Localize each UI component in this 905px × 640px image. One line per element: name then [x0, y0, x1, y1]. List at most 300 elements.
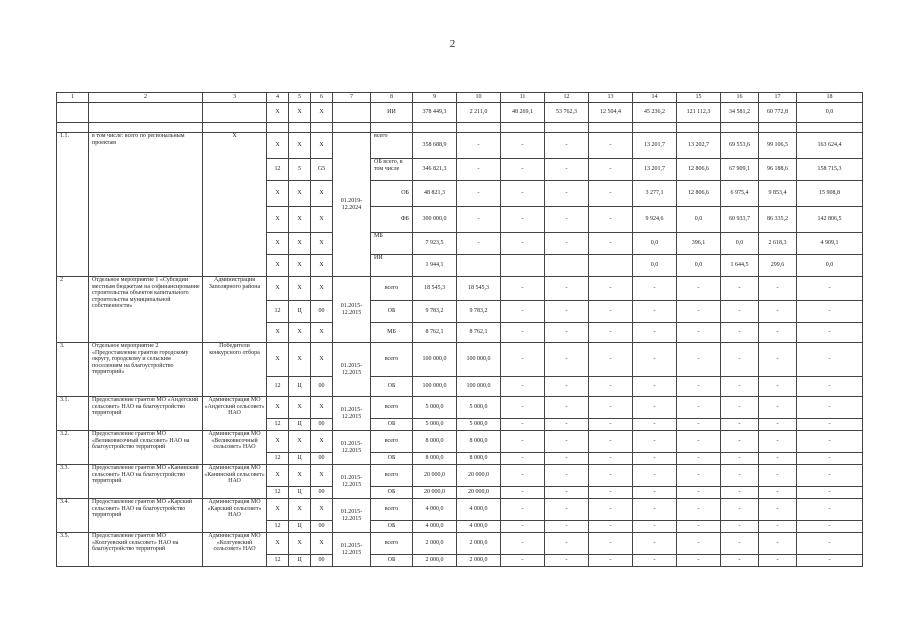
- header-cell: 3: [203, 93, 267, 103]
- code-cell: X: [311, 323, 333, 343]
- dash-cell: -: [501, 521, 545, 533]
- amount-cell: 86 335,2: [759, 207, 797, 233]
- data-row: [57, 499, 863, 521]
- empty-cell: [89, 103, 203, 123]
- empty-cell: [545, 123, 589, 133]
- dash-cell: -: [677, 377, 721, 397]
- code-cell: 12: [267, 419, 289, 431]
- amount-cell: 5 000,0: [457, 397, 501, 419]
- code-cell: 00: [311, 377, 333, 397]
- header-cell: 2: [89, 93, 203, 103]
- dash-cell: -: [721, 301, 759, 323]
- item-number: 3.3.: [57, 465, 89, 499]
- source-cell: всего: [371, 397, 413, 419]
- amount-cell: 13 202,7: [677, 133, 721, 159]
- amount-cell: 53 762,3: [545, 103, 589, 123]
- dash-cell: -: [501, 419, 545, 431]
- source-cell: ОБ: [371, 487, 413, 499]
- code-cell: 00: [311, 301, 333, 323]
- dash-cell: -: [797, 521, 863, 533]
- code-cell: Ц: [289, 555, 311, 567]
- dash-cell: -: [501, 499, 545, 521]
- item-name: Предоставление грантов МО «Карский сельсовет» НАО на благоустройство территорий: [89, 499, 203, 533]
- code-cell: X: [311, 397, 333, 419]
- code-cell: X: [289, 343, 311, 377]
- source-cell: МБ: [371, 233, 413, 255]
- empty-cell: [721, 123, 759, 133]
- dash-cell: -: [633, 465, 677, 487]
- amount-cell: -: [545, 133, 589, 159]
- dash-cell: -: [633, 453, 677, 465]
- amount-cell: 2 211,0: [457, 103, 501, 123]
- code-cell: X: [267, 233, 289, 255]
- dash-cell: -: [501, 277, 545, 301]
- empty-cell: [89, 123, 203, 133]
- dash-cell: -: [589, 533, 633, 555]
- code-cell: Ц: [289, 419, 311, 431]
- amount-cell: 0,0: [633, 255, 677, 277]
- item-name: Отдельное мероприятие 2 «Предоставление грантов городскому округу, городскому и сельским поселениям на благоустройство территорий»: [89, 343, 203, 397]
- dash-cell: -: [589, 301, 633, 323]
- dash-cell: -: [501, 397, 545, 419]
- dash-cell: -: [589, 453, 633, 465]
- period-cell: 01.2015-12.2015: [333, 343, 371, 397]
- amount-cell: 8 000,0: [413, 453, 457, 465]
- amount-cell: -: [545, 207, 589, 233]
- executor: Администрация Заполярного района: [203, 277, 267, 343]
- code-cell: X: [267, 181, 289, 207]
- amount-cell: 0,0: [721, 233, 759, 255]
- amount-cell: 15 908,8: [797, 181, 863, 207]
- header-row: [57, 93, 863, 103]
- code-cell: 12: [267, 159, 289, 181]
- amount-cell: 2 618,3: [759, 233, 797, 255]
- dash-cell: -: [501, 465, 545, 487]
- amount-cell: -: [545, 181, 589, 207]
- executor: Администрация МО «Карский сельсовет» НАО: [203, 499, 267, 533]
- amount-cell: 9 783,2: [457, 301, 501, 323]
- amount-cell: 9 853,4: [759, 181, 797, 207]
- dash-cell: -: [721, 453, 759, 465]
- header-cell: 13: [589, 93, 633, 103]
- dash-cell: -: [797, 431, 863, 453]
- source-cell: всего: [371, 431, 413, 453]
- amount-cell: 20 000,0: [457, 465, 501, 487]
- executor: Победители конкурсного отбора: [203, 343, 267, 397]
- code-cell: X: [311, 233, 333, 255]
- amount-cell: 8 000,0: [457, 453, 501, 465]
- amount-cell: -: [457, 181, 501, 207]
- amount-cell: 142 806,5: [797, 207, 863, 233]
- dash-cell: -: [797, 277, 863, 301]
- dash-cell: -: [721, 487, 759, 499]
- empty-cell: [333, 103, 371, 123]
- header-cell: 7: [333, 93, 371, 103]
- dash-cell: -: [633, 555, 677, 567]
- source-cell: ОБ: [371, 181, 413, 207]
- amount-cell: 4 000,0: [457, 521, 501, 533]
- amount-cell: 13 201,7: [633, 159, 677, 181]
- amount-cell: 0,0: [677, 255, 721, 277]
- header-cell: 16: [721, 93, 759, 103]
- code-cell: 00: [311, 487, 333, 499]
- empty-cell: [759, 123, 797, 133]
- empty-cell: [203, 123, 267, 133]
- period-cell: 01.2015-12.2015: [333, 431, 371, 465]
- dash-cell: -: [797, 397, 863, 419]
- dash-cell: -: [797, 343, 863, 377]
- dash-cell: -: [759, 465, 797, 487]
- dash-cell: -: [589, 419, 633, 431]
- dash-cell: -: [589, 431, 633, 453]
- source-cell: ОБ всего, в том числе: [371, 159, 413, 181]
- item-number: 3.1.: [57, 397, 89, 431]
- dash-cell: -: [633, 277, 677, 301]
- dash-cell: -: [677, 499, 721, 521]
- code-cell: X: [267, 103, 289, 123]
- dash-cell: -: [545, 521, 589, 533]
- amount-cell: -: [501, 133, 545, 159]
- header-cell: 14: [633, 93, 677, 103]
- empty-cell: [267, 123, 289, 133]
- empty-cell: [501, 255, 545, 277]
- dash-cell: -: [589, 377, 633, 397]
- source-cell: ОБ: [371, 419, 413, 431]
- empty-cell: [203, 103, 267, 123]
- dash-cell: -: [633, 533, 677, 555]
- code-cell: X: [311, 533, 333, 555]
- header-cell: 5: [289, 93, 311, 103]
- code-cell: Ц: [289, 377, 311, 397]
- amount-cell: 121 112,3: [677, 103, 721, 123]
- code-cell: X: [311, 181, 333, 207]
- period-cell: 01.2015-12.2015: [333, 277, 371, 343]
- amount-cell: 8 000,0: [413, 431, 457, 453]
- dash-cell: -: [759, 277, 797, 301]
- code-cell: 00: [311, 521, 333, 533]
- code-cell: 12: [267, 453, 289, 465]
- dash-cell: -: [589, 465, 633, 487]
- dash-cell: -: [633, 397, 677, 419]
- code-cell: X: [311, 343, 333, 377]
- dash-cell: -: [501, 323, 545, 343]
- dash-cell: -: [589, 397, 633, 419]
- amount-cell: 5 000,0: [413, 397, 457, 419]
- code-cell: G5: [311, 159, 333, 181]
- amount-cell: 69 553,6: [721, 133, 759, 159]
- dash-cell: -: [797, 533, 863, 555]
- executor: Администрация МО «Андегский сельсовет» НАО: [203, 397, 267, 431]
- source-cell: МБ: [371, 323, 413, 343]
- amount-cell: 99 106,5: [759, 133, 797, 159]
- dash-cell: -: [589, 499, 633, 521]
- code-cell: X: [289, 103, 311, 123]
- amount-cell: -: [457, 207, 501, 233]
- budget-table: [56, 92, 863, 567]
- dash-cell: -: [545, 343, 589, 377]
- code-cell: X: [289, 233, 311, 255]
- dash-cell: -: [797, 377, 863, 397]
- dash-cell: -: [721, 499, 759, 521]
- dash-cell: -: [589, 277, 633, 301]
- amount-cell: -: [501, 181, 545, 207]
- source-cell: всего: [371, 343, 413, 377]
- empty-cell: [413, 123, 457, 133]
- item-number: 3.4.: [57, 499, 89, 533]
- item-name: в том числе: всего по региональным проектам: [89, 133, 203, 277]
- code-cell: X: [311, 465, 333, 487]
- dash-cell: -: [545, 277, 589, 301]
- amount-cell: 18 545,3: [413, 277, 457, 301]
- code-cell: X: [267, 431, 289, 453]
- dash-cell: -: [589, 555, 633, 567]
- dash-cell: -: [677, 419, 721, 431]
- code-cell: 12: [267, 377, 289, 397]
- period-cell: 01.2015-12.2015: [333, 533, 371, 567]
- item-number: 3.5.: [57, 533, 89, 567]
- amount-cell: 12 806,6: [677, 159, 721, 181]
- amount-cell: 12 806,6: [677, 181, 721, 207]
- dash-cell: -: [677, 343, 721, 377]
- dash-cell: -: [633, 431, 677, 453]
- dash-cell: -: [589, 487, 633, 499]
- dash-cell: -: [589, 521, 633, 533]
- code-cell: X: [267, 133, 289, 159]
- dash-cell: -: [759, 521, 797, 533]
- data-row: [57, 343, 863, 377]
- dash-cell: -: [633, 419, 677, 431]
- amount-cell: -: [545, 233, 589, 255]
- dash-cell: -: [721, 397, 759, 419]
- code-cell: X: [289, 397, 311, 419]
- source-cell: всего: [371, 499, 413, 521]
- code-cell: 00: [311, 453, 333, 465]
- dash-cell: -: [545, 419, 589, 431]
- dash-cell: -: [721, 377, 759, 397]
- amount-cell: -: [457, 133, 501, 159]
- code-cell: X: [311, 133, 333, 159]
- code-cell: X: [267, 277, 289, 301]
- period-cell: 01.2019-12.2024: [333, 133, 371, 277]
- data-row: [57, 465, 863, 487]
- amount-cell: 60 933,7: [721, 207, 759, 233]
- dash-cell: -: [677, 397, 721, 419]
- dash-cell: -: [545, 431, 589, 453]
- header-cell: 18: [797, 93, 863, 103]
- code-cell: X: [289, 533, 311, 555]
- page-number: 2: [449, 38, 456, 50]
- dash-cell: -: [721, 533, 759, 555]
- data-row: [57, 397, 863, 419]
- dash-cell: -: [759, 487, 797, 499]
- dash-cell: -: [545, 377, 589, 397]
- code-cell: X: [289, 431, 311, 453]
- dash-cell: -: [759, 431, 797, 453]
- amount-cell: 13 201,7: [633, 133, 677, 159]
- code-cell: 00: [311, 555, 333, 567]
- amount-cell: 12 504,4: [589, 103, 633, 123]
- dash-cell: -: [633, 323, 677, 343]
- dash-cell: -: [797, 419, 863, 431]
- empty-cell: [57, 123, 89, 133]
- amount-cell: 45 236,2: [633, 103, 677, 123]
- dash-cell: -: [633, 301, 677, 323]
- amount-cell: -: [457, 233, 501, 255]
- source-cell: всего: [371, 533, 413, 555]
- dash-cell: -: [677, 453, 721, 465]
- source-cell: ФБ: [371, 207, 413, 233]
- code-cell: Ц: [289, 487, 311, 499]
- amount-cell: 8 762,1: [413, 323, 457, 343]
- item-number: 2: [57, 277, 89, 343]
- header-cell: 12: [545, 93, 589, 103]
- dash-cell: -: [759, 419, 797, 431]
- dash-cell: -: [677, 301, 721, 323]
- header-cell: 4: [267, 93, 289, 103]
- empty-cell: [371, 123, 413, 133]
- code-cell: X: [267, 207, 289, 233]
- empty-cell: [797, 123, 863, 133]
- amount-cell: 0,0: [633, 233, 677, 255]
- item-name: Отдельное мероприятие 1 «Субсидии местным бюджетам на софинансирование строительства объектов капитального строительства муниципальной собственности»: [89, 277, 203, 343]
- amount-cell: 378 449,3: [413, 103, 457, 123]
- code-cell: X: [289, 499, 311, 521]
- amount-cell: -: [457, 159, 501, 181]
- dash-cell: -: [797, 465, 863, 487]
- dash-cell: -: [797, 499, 863, 521]
- dash-cell: -: [759, 453, 797, 465]
- code-cell: X: [289, 207, 311, 233]
- empty-cell: [57, 103, 89, 123]
- amount-cell: 9 924,6: [633, 207, 677, 233]
- header-cell: 11: [501, 93, 545, 103]
- period-cell: 01.2015-12.2015: [333, 465, 371, 499]
- executor: Администрация МО «Канинский сельсовет» НАО: [203, 465, 267, 499]
- code-cell: X: [289, 465, 311, 487]
- data-row: [57, 133, 863, 159]
- amount-cell: 34 581,2: [721, 103, 759, 123]
- source-cell: всего: [371, 465, 413, 487]
- dash-cell: -: [501, 343, 545, 377]
- header-cell: 6: [311, 93, 333, 103]
- dash-cell: -: [677, 431, 721, 453]
- amount-cell: -: [545, 159, 589, 181]
- source-cell: ОБ: [371, 301, 413, 323]
- amount-cell: 5 000,0: [457, 419, 501, 431]
- code-cell: X: [267, 533, 289, 555]
- dash-cell: -: [545, 555, 589, 567]
- source-cell: ОБ: [371, 377, 413, 397]
- amount-cell: 4 000,0: [413, 521, 457, 533]
- executor: Администрация МО «Колгуевский сельсовет» НАО: [203, 533, 267, 567]
- dash-cell: -: [589, 343, 633, 377]
- header-cell: 17: [759, 93, 797, 103]
- dash-cell: -: [677, 487, 721, 499]
- item-name: Предоставление грантов МО «Канинский сельсовет» НАО на благоустройство территорий: [89, 465, 203, 499]
- amount-cell: 100 000,0: [457, 343, 501, 377]
- amount-cell: 396,1: [677, 233, 721, 255]
- amount-cell: -: [589, 207, 633, 233]
- amount-cell: 299,6: [759, 255, 797, 277]
- amount-cell: 7 923,5: [413, 233, 457, 255]
- amount-cell: 358 688,9: [413, 133, 457, 159]
- dash-cell: -: [633, 377, 677, 397]
- source-cell: ОБ: [371, 521, 413, 533]
- dash-cell: -: [721, 323, 759, 343]
- empty-cell: [545, 255, 589, 277]
- dash-cell: -: [721, 555, 759, 567]
- amount-cell: 48 269,1: [501, 103, 545, 123]
- header-cell: 10: [457, 93, 501, 103]
- dash-cell: -: [677, 323, 721, 343]
- amount-cell: 0,0: [797, 103, 863, 123]
- code-cell: X: [311, 499, 333, 521]
- code-cell: X: [289, 323, 311, 343]
- dash-cell: -: [677, 465, 721, 487]
- dash-cell: -: [633, 343, 677, 377]
- header-cell: 1: [57, 93, 89, 103]
- source-cell: ОБ: [371, 555, 413, 567]
- empty-cell: [589, 255, 633, 277]
- dash-cell: -: [589, 323, 633, 343]
- item-number: 1.1.: [57, 133, 89, 277]
- dash-cell: -: [721, 521, 759, 533]
- empty-cell: [633, 123, 677, 133]
- executor: Администрация МО «Великовисочный сельсовет» НАО: [203, 431, 267, 465]
- header-cell: 9: [413, 93, 457, 103]
- dash-cell: -: [545, 397, 589, 419]
- dash-cell: -: [545, 323, 589, 343]
- amount-cell: 67 909,1: [721, 159, 759, 181]
- source-cell: ОБ: [371, 453, 413, 465]
- code-cell: 12: [267, 301, 289, 323]
- executor: X: [203, 133, 267, 277]
- code-cell: 12: [267, 521, 289, 533]
- amount-cell: -: [501, 159, 545, 181]
- code-cell: X: [267, 343, 289, 377]
- amount-cell: 100 000,0: [413, 377, 457, 397]
- empty-cell: [457, 255, 501, 277]
- amount-cell: -: [589, 233, 633, 255]
- data-row: [57, 431, 863, 453]
- dash-cell: -: [721, 419, 759, 431]
- amount-cell: 163 624,4: [797, 133, 863, 159]
- dash-cell: -: [545, 453, 589, 465]
- code-cell: 00: [311, 419, 333, 431]
- code-cell: Ц: [289, 453, 311, 465]
- dash-cell: -: [545, 465, 589, 487]
- source-cell: всего: [371, 133, 413, 159]
- code-cell: X: [267, 323, 289, 343]
- source-cell: всего: [371, 277, 413, 301]
- dash-cell: -: [759, 555, 797, 567]
- dash-cell: -: [677, 521, 721, 533]
- amount-cell: 2 000,0: [457, 555, 501, 567]
- amount-cell: 100 000,0: [413, 343, 457, 377]
- item-name: Предоставление грантов МО «Андегский сельсовет» НАО на благоустройство территорий: [89, 397, 203, 431]
- dash-cell: -: [677, 277, 721, 301]
- code-cell: X: [311, 277, 333, 301]
- period-cell: 01.2015-12.2015: [333, 499, 371, 533]
- amount-cell: 4 000,0: [457, 499, 501, 521]
- source-cell: ИИ: [371, 255, 413, 277]
- code-cell: X: [267, 255, 289, 277]
- amount-cell: 1 644,5: [721, 255, 759, 277]
- code-cell: X: [289, 255, 311, 277]
- amount-cell: 60 772,8: [759, 103, 797, 123]
- dash-cell: -: [721, 431, 759, 453]
- item-name: Предоставление грантов МО «Колгуевский сельсовет» НАО на благоустройство территорий: [89, 533, 203, 567]
